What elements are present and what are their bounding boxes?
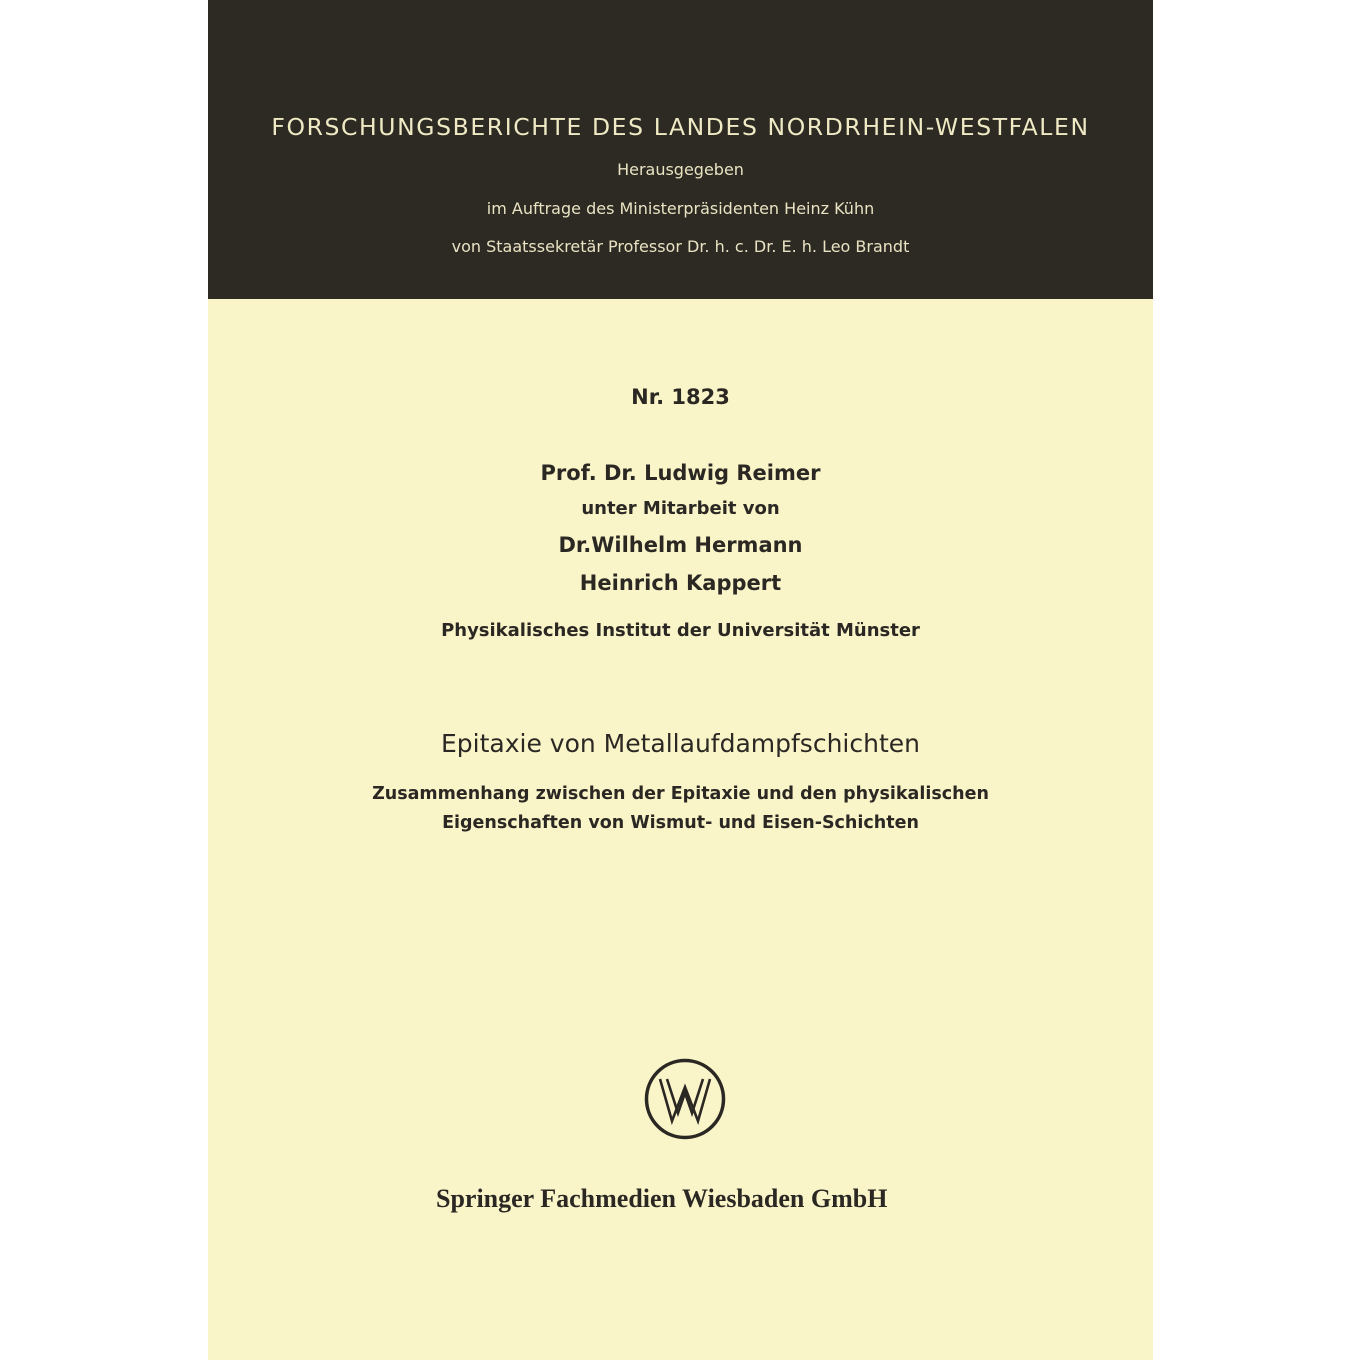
editor-line: von Staatssekretär Professor Dr. h. c. Dr. E. h. Leo Brandt xyxy=(451,237,910,256)
edited-by-label: Herausgegeben xyxy=(617,160,744,179)
main-author: Prof. Dr. Ludwig Reimer xyxy=(540,461,821,485)
series-title: FORSCHUNGSBERICHTE DES LANDES NORDRHEIN-WESTFALEN xyxy=(271,113,1090,141)
ww-publisher-logo-icon xyxy=(643,1057,727,1141)
coauthor-2: Heinrich Kappert xyxy=(579,571,782,595)
collaboration-label: unter Mitarbeit von xyxy=(581,498,780,519)
book-title: Epitaxie von Metallaufdampfschichten xyxy=(440,729,920,758)
issue-number: Nr. 1823 xyxy=(631,385,730,409)
subtitle-line-2: Eigenschaften von Wismut- und Eisen-Schichten xyxy=(442,813,919,833)
institute: Physikalisches Institut der Universität Münster xyxy=(441,620,920,641)
header-band xyxy=(208,0,1153,299)
coauthor-1: Dr.Wilhelm Hermann xyxy=(558,533,803,557)
commission-line: im Auftrage des Ministerpräsidenten Heinz Kühn xyxy=(486,199,875,218)
subtitle-line-1: Zusammenhang zwischen der Epitaxie und den physikalischen xyxy=(372,784,989,804)
book-cover xyxy=(208,0,1153,1360)
publisher-name: Springer Fachmedien Wiesbaden GmbH xyxy=(436,1184,888,1213)
